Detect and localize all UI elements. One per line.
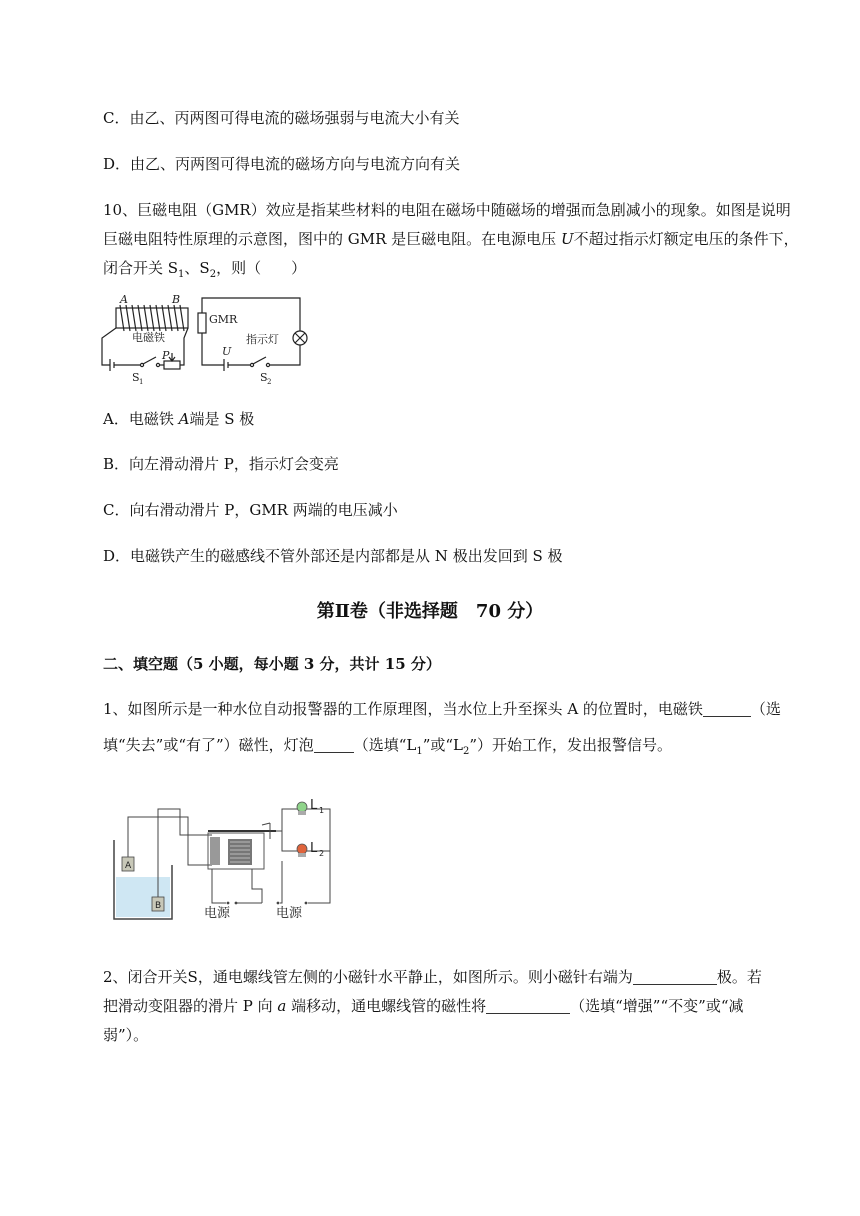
- terminal: [277, 902, 280, 905]
- q10-stem-text: ，则（ ）: [216, 259, 307, 277]
- lamp-l2-icon: [297, 844, 307, 854]
- fill1-line1: [103, 699, 781, 719]
- gmr-resistor: [198, 313, 206, 333]
- label-indicator: 指示灯: [246, 333, 279, 346]
- q10-stem-text: 闭合开关 S: [103, 259, 179, 277]
- water-alarm-figure: [112, 795, 342, 925]
- label-b: B: [172, 293, 181, 306]
- lamp-l1-base: [298, 811, 306, 815]
- q10-stem-line3: [103, 258, 306, 285]
- electromagnet-coil: [120, 305, 184, 331]
- section-heading-fill-in: 二、填空题（5 小题，每小题 3 分，共计 15 分）: [103, 655, 441, 673]
- subscript: 1: [416, 746, 423, 757]
- q10-option-d: D．电磁铁产生的磁感线不管外部还是内部都是从 N 极出发回到 S 极: [103, 547, 563, 565]
- terminal: [305, 902, 308, 905]
- variable-a: A: [178, 410, 190, 428]
- fill2-text: 2、闭合开关S，通电螺线管左侧的小磁针水平静止，如图所示。则小磁针右端为: [103, 968, 633, 986]
- lamp-l1-sub: 1: [319, 806, 325, 815]
- rheostat-slider: [169, 353, 175, 361]
- label-s1: S: [132, 371, 140, 384]
- label-p: P: [162, 349, 170, 362]
- subscript: 2: [463, 746, 470, 757]
- q9-option-d: D．由乙、丙两图可得电流的磁场方向与电流方向有关: [103, 155, 461, 173]
- answer-blank[interactable]: [633, 968, 717, 985]
- label-s1-sub: 1: [139, 378, 144, 386]
- fill2-line2: [103, 996, 743, 1016]
- label-s2-sub: 2: [267, 378, 272, 386]
- variable-a: a: [277, 997, 287, 1015]
- fill1-line2: [103, 735, 672, 762]
- q10-option-a-text: A．电磁铁: [103, 410, 179, 428]
- battery-1: [110, 359, 114, 371]
- relay-coil: [228, 839, 252, 865]
- power-source-2-label: 电源: [276, 906, 303, 921]
- q10-option-a-text: 端是 S 极: [189, 410, 255, 428]
- fill2-line1: [103, 967, 762, 987]
- q10-option-a: [103, 409, 254, 429]
- label-u: U: [222, 345, 232, 358]
- relay-spring: [210, 837, 220, 865]
- indicator-lamp-cross: [295, 333, 305, 343]
- fill2-text: 极。若: [716, 968, 762, 986]
- label-a: A: [120, 293, 128, 306]
- q10-stem-text: 、S: [184, 259, 210, 277]
- fill2-text: （选填“增强”“不变”或“减: [570, 997, 744, 1015]
- answer-blank[interactable]: [703, 700, 751, 717]
- switch-s2-contact: [266, 363, 269, 366]
- label-gmr: GMR: [209, 313, 238, 326]
- label-electromagnet: 电磁铁: [132, 331, 165, 344]
- lamp-l2-label: L: [310, 841, 318, 856]
- q10-stem-line2: [103, 229, 799, 249]
- answer-blank[interactable]: [486, 997, 570, 1014]
- subscript: 1: [178, 269, 185, 280]
- power-source-1-label: 电源: [204, 906, 231, 921]
- label-s2: S: [260, 371, 268, 384]
- lamp-l1-icon: [297, 802, 307, 812]
- q10-stem-text: 巨磁电阻特性原理的示意图，图中的 GMR 是巨磁电阻。在电源电压: [103, 230, 561, 248]
- fill1-text: （选: [750, 700, 781, 718]
- variable-u: U: [560, 230, 574, 248]
- part2-title: 第Ⅱ卷（非选择题 70 分）: [316, 601, 544, 622]
- q10-stem-line1: 10、巨磁电阻（GMR）效应是指某些材料的电阻在磁场中随磁场的增强而急剧减小的现象。如图是说明: [103, 201, 791, 219]
- fill2-line3: 弱”）。: [103, 1026, 149, 1044]
- fill1-text: 1、如图所示是一种水位自动报警器的工作原理图，当水位上升至探头 A 的位置时，电磁铁: [103, 700, 703, 718]
- subscript: 2: [209, 269, 217, 280]
- wire: [252, 869, 262, 903]
- switch-s1-contact: [156, 363, 159, 366]
- fill1-text: ”）开始工作，发出报警信号。: [469, 736, 673, 754]
- probe-a-label: A: [125, 861, 132, 871]
- wire: [280, 861, 282, 903]
- rheostat: [164, 361, 180, 369]
- wire: [212, 869, 226, 903]
- battery-2: [224, 359, 228, 371]
- fill1-text: （选填“L: [353, 736, 417, 754]
- wire: [102, 328, 116, 365]
- lamp-l2-base: [298, 853, 306, 857]
- lamp-l2-sub: 2: [319, 849, 325, 858]
- q9-option-c: C．由乙、丙两图可得电流的磁场强弱与电流大小有关: [103, 109, 460, 127]
- probe-b-label: B: [155, 901, 162, 911]
- wire: [308, 851, 330, 903]
- fill2-text: 把滑动变阻器的滑片 P 向: [103, 997, 278, 1015]
- fill2-text: 端移动，通电螺线管的磁性将: [286, 997, 487, 1015]
- answer-blank[interactable]: [314, 736, 354, 753]
- q10-option-c: C．向右滑动滑片 P，GMR 两端的电压减小: [103, 501, 398, 519]
- switch-s2-blade: [253, 357, 266, 364]
- wire: [128, 817, 212, 865]
- gmr-circuit-figure: [98, 293, 318, 388]
- q10-option-b: B．向左滑动滑片 P，指示灯会变亮: [103, 455, 339, 473]
- wire: [270, 345, 300, 365]
- fill1-text: ”或“L: [422, 736, 464, 754]
- fill1-text: 填“失去”或“有了”）磁性，灯泡: [103, 736, 314, 754]
- wire: [180, 328, 188, 365]
- wire: [202, 333, 224, 365]
- terminal: [227, 902, 230, 905]
- q10-stem-text: 不超过指示灯额定电压的条件下，: [573, 230, 799, 248]
- lamp-l1-label: L: [310, 798, 318, 813]
- switch-s1-blade: [143, 357, 156, 364]
